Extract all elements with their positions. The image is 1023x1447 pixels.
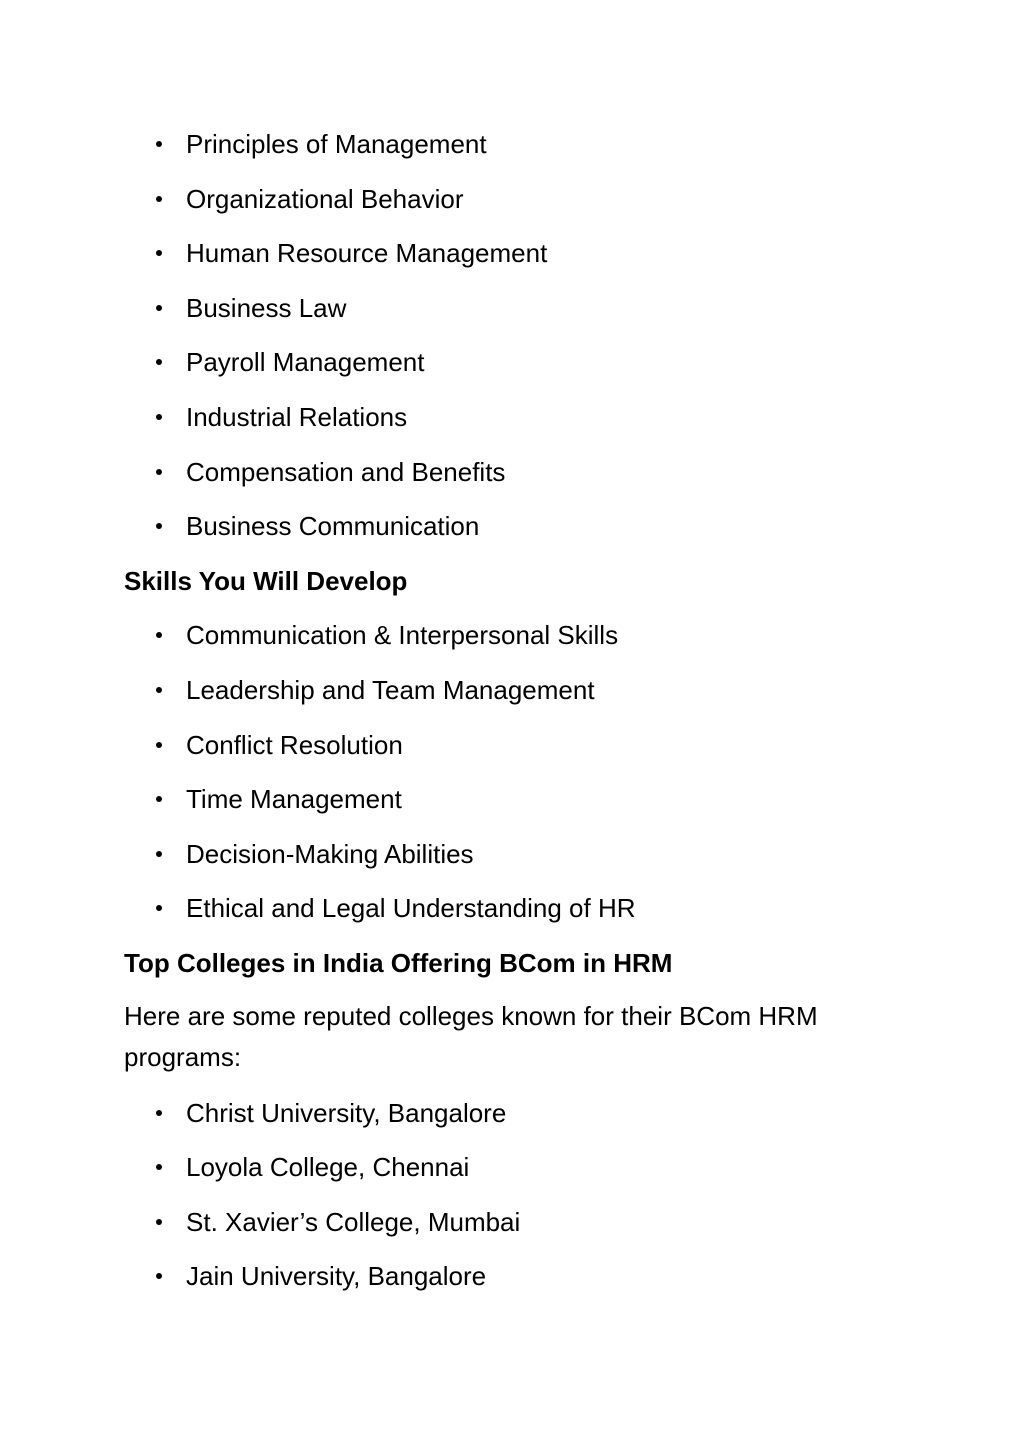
- list-item: [124, 504, 904, 559]
- list-item: [124, 1200, 904, 1255]
- list-item: [124, 1145, 904, 1200]
- list-item-text: Industrial Relations: [186, 401, 408, 432]
- list-item: [124, 668, 904, 723]
- document-content: [124, 122, 904, 1309]
- list-item: [124, 1091, 904, 1146]
- bullet-icon: [156, 469, 162, 475]
- list-item-text: Loyola College, Chennai: [186, 1152, 470, 1183]
- bullet-icon: [156, 796, 162, 802]
- list-item: [124, 177, 904, 232]
- colleges-list: [124, 1091, 904, 1309]
- bullet-icon: [156, 742, 162, 748]
- list-item-text: Compensation and Benefits: [186, 456, 506, 487]
- bullet-icon: [156, 1219, 162, 1225]
- bullet-icon: [156, 414, 162, 420]
- list-item-text: Communication & Interpersonal Skills: [186, 620, 619, 651]
- list-item-text: Ethical and Legal Understanding of HR: [186, 893, 636, 924]
- list-item-text: Decision-Making Abilities: [186, 838, 474, 869]
- list-item: [124, 723, 904, 778]
- list-item-text: Conflict Resolution: [186, 729, 403, 760]
- list-item: [124, 1254, 904, 1309]
- list-item-text: Organizational Behavior: [186, 183, 464, 214]
- bullet-icon: [156, 141, 162, 147]
- list-item: [124, 886, 904, 941]
- list-item: [124, 450, 904, 505]
- bullet-icon: [156, 632, 162, 638]
- bullet-icon: [156, 1164, 162, 1170]
- skills-heading: Skills You Will Develop: [124, 565, 408, 596]
- list-item-text: Payroll Management: [186, 347, 425, 378]
- bullet-icon: [156, 851, 162, 857]
- list-item-text: St. Xavier’s College, Mumbai: [186, 1206, 521, 1237]
- bullet-icon: [156, 305, 162, 311]
- list-item: [124, 122, 904, 177]
- subjects-list: [124, 122, 904, 559]
- colleges-heading: Top Colleges in India Offering BCom in HRM: [124, 947, 673, 978]
- list-item-text: Human Resource Management: [186, 238, 548, 269]
- list-item-text: Jain University, Bangalore: [186, 1261, 487, 1292]
- list-item: [124, 231, 904, 286]
- bullet-icon: [156, 1273, 162, 1279]
- list-item-text: Christ University, Bangalore: [186, 1097, 507, 1128]
- list-item-text: Business Communication: [186, 511, 480, 542]
- bullet-icon: [156, 687, 162, 693]
- list-item: [124, 777, 904, 832]
- list-item: [124, 832, 904, 887]
- bullet-icon: [156, 359, 162, 365]
- colleges-intro: Here are some reputed colleges known for their BCom HRM programs:: [124, 1000, 818, 1072]
- bullet-icon: [156, 1110, 162, 1116]
- bullet-icon: [156, 905, 162, 911]
- list-item: [124, 286, 904, 341]
- bullet-icon: [156, 523, 162, 529]
- list-item-text: Principles of Management: [186, 129, 487, 159]
- list-item-text: Business Law: [186, 292, 347, 323]
- list-item-text: Time Management: [186, 784, 402, 815]
- list-item: [124, 395, 904, 450]
- bullet-icon: [156, 196, 162, 202]
- list-item: [124, 613, 904, 668]
- skills-list: [124, 613, 904, 941]
- bullet-icon: [156, 250, 162, 256]
- list-item-text: Leadership and Team Management: [186, 674, 595, 705]
- list-item: [124, 340, 904, 395]
